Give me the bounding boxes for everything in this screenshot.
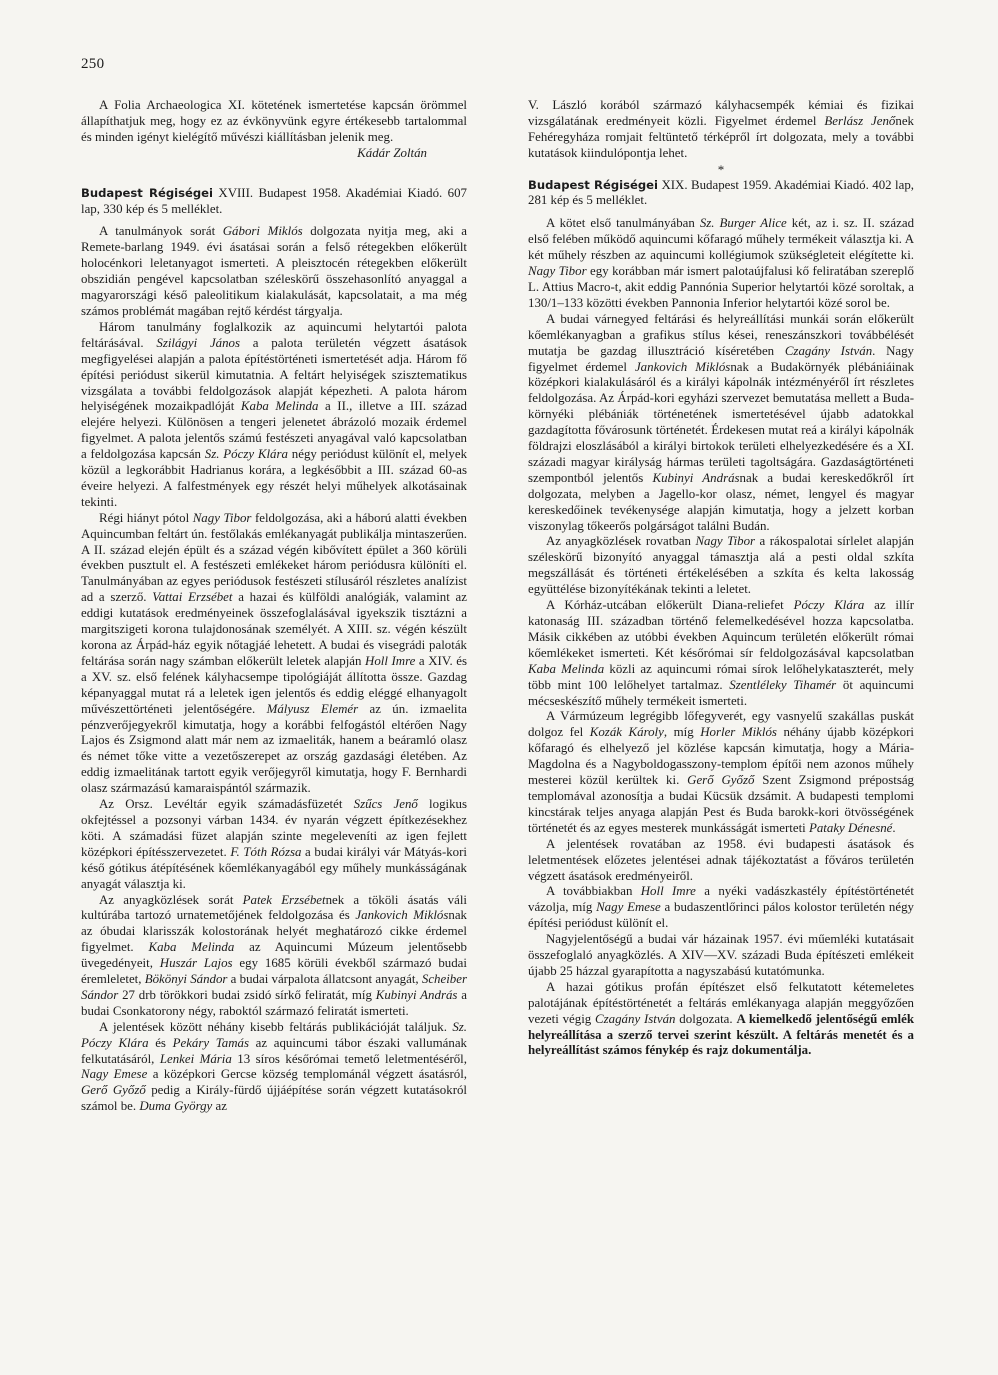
review-volume: XIX. Budapest 1959. Akadémiai Kiadó. 402 lap, 281 kép és 5 melléklet. [528, 177, 914, 208]
review-title: Budapest Régiségei [81, 185, 213, 200]
left-column [81, 98, 467, 1115]
left-paragraph-5: Az anyagközlések sorát Patek Erzsébetnek a tököli ásatás váli kultúrába tartozó urnatemetőjének feldolgozása és Jankovich Miklósnak az óbudai klarisszák kolostorának helyét meghatározó cikke érdemel figyelmet. Kaba Melinda az Aquincumi Múzeum jelentősebb üvegedényeit, Huszár Lajos egy 1685 körüli évekből származó budai éremleletet, Bökönyi Sándor a budai várpalota állatcsont anyagát, Scheiber Sándor 27 drb törökkori budai zsidó sírkő feliratát, míg Kubinyi András a budai Csonkatorony négy, raboktól származó feliratát ismerteti. [81, 892, 468, 1018]
page-number: 250 [81, 56, 105, 72]
left-paragraph-6: A jelentések között néhány kisebb feltárás publikációját találjuk. Sz. Póczy Klára és Pekáry Tamás az aquincumi tábor északi vallumának felkutatásáról, Lenkei Mária 13 síros későrómai temető leletmentéséről, Nagy Emese a középkori Gercse község templománál végzett ásatásról, Gerő Győző pedig a Király-fürdő újjáépítése során végzett kutatásokról számol be. Duma György az [81, 1019, 468, 1114]
right-paragraph-8: Nagyjelentőségű a budai vár házainak 1957. évi műemléki kutatásait összefoglaló anyagközlés. A XIV—XV. századi Buda építészeti emlékeit újabb 25 házzal gyarapította a nagyszabású kutatómunka. [528, 932, 914, 978]
section-separator-asterisk: * [717, 161, 725, 177]
review-volume: XVIII. Budapest 1958. Akadémiai Kiadó. 607 lap, 330 kép és 5 melléklet. [81, 185, 467, 216]
right-paragraph-1: A kötet első tanulmányában Sz. Burger Alice két, az i. sz. II. század első felében működő aquincumi kőfaragó műhely termékeit választja ki. A két műhely részben az aquincumi kollégiumok szükségleteit elégítette ki. Nagy Tibor egy korábban már ismert palotaújfalusi kő feliratában szereplő L. Attius Macro-t, akit eddig Pannónia Superior helytartói közé soroltak, a 130/1–133 közötti években Pannonia Inferior helytartói közé sorol be. [528, 216, 915, 310]
right-paragraph-6: A jelentések rovatában az 1958. évi budapesti ásatások és leletmentések előzetes jelentései adnak tájékoztatást a főváros területén végzett ásatások eredményeiről. [528, 836, 914, 883]
right-paragraph-0: V. László korából származó kályhacsempék kémiai és fizikai vizsgálatának eredményeit közli. Figyelmet érdemel Berlász Jenőnek Fehéregyháza romjait feltüntető térképről írt dolgozata, mely a további kutatások kiindulópontja lehet. [528, 98, 915, 160]
left-paragraph-4: Az Orsz. Levéltár egyik számadásfüzetét Szűcs Jenő logikus okfejtéssel a pozsonyi várban 1434. év nyarán végzett építkezésekhez köti. A számadási füzet alapján szinte megeleveníti az igen fejlett középkori építésszervezetet. F. Tóth Rózsa a budai királyi vár Mátyás-kori késő gótikus átépítésének kőemlékanyagából egy műhely munkásságának anyagát választja ki. [81, 797, 468, 891]
reviewer-signature: Kádár Zoltán [357, 145, 427, 160]
left-paragraph-1: A tanulmányok sorát Gábori Miklós dolgozata nyitja meg, aki a Remete-barlang 1949. évi ásatásai során a felső rétegekben előkerült holocénkori leletanyagot ismerteti. A pleisztocén rétegekben előkerült obszidián pengével kapcsolatban széleskörű összehasonlító anyaggal a magyarországi késő paleolitikum kialakulását, kapcsolatait, a ma még számos problémát magában rejtő kérdést tárgyalja. [81, 224, 467, 318]
review-heading-xviii [81, 186, 467, 218]
intro-paragraph: A Folia Archaeologica XI. kötetének ismertetése kapcsán örömmel állapíthatjuk meg, hogy ez az évkönyvünk egyre értékesebb tartalommal és minden igényt kielégítő művészi kiállításban jelenik meg. [81, 98, 467, 144]
right-paragraph-3: Az anyagközlések rovatban Nagy Tibor a rákospalotai sírlelet alapján széleskörű bizonyító anyaggal támasztja alá a pesti oldal szkíta megszállását és történeti értékelésében a szkíta és kelta lakosság együttélése bizonyítékának tekinti a leletet. [528, 534, 914, 597]
review-heading-xix [528, 178, 914, 210]
right-paragraph-9: A hazai gótikus profán építészet első felkutatott kétemeletes palotájának építéstörténetét a feltárás emlékanyaga alapján meggyőzően vezeti végig Czagány István dolgozata. A kiemelkedő jelentőségű emlék helyreállítása a szerző tervei szerint készült. A feltárás menetét és a helyreállítást számos fénykép és rajz dokumentálja. [528, 979, 915, 1058]
right-paragraph-2: A budai várnegyed feltárási és helyreállítási munkái során előkerült kőemlékanyagban a grafikus stílus kései, reneszánszkori továbbélését mutatja be gazdag illusztráció kíséretében Czagány István. Nagy figyelmet érdemel Jankovich Miklósnak a Budakörnyék plébániáinak középkori kialakulásáról és a királyi kápolnák intézményéről írt részletes feldolgozása. Az Árpád-kori egyházi szervezet bemutatása mellett a Buda-környéki plébániák történetének ismertetésével újabb adatokkal gazdagította fővárosunk történetét. Érdekesen mutat reá a királyi kápolnák földrajzi eloszlásából a királyi birtokok területi elhelyezkedésére és a XI. századi magyar királyság hármas területi tagoltságára. Gazdaságtörténeti szempontból jelentős Kubinyi Andrásnak a budai kereskedőkről írt dolgozata, melyben a Jagello-kor olasz, német, lengyel és magyar kereskedőinek tevékenysége alapján kimutatja, hogy a jelzett korban viszonylag tőkeerős polgárságot találni Budán. [528, 311, 915, 533]
right-paragraph-4: A Kórház-utcában előkerült Diana-reliefet Póczy Klára az illír katonaság III. században történő felemelkedésével hozza kapcsolatba. Másik cikkében az utóbbi években Aquincum területén előkerült római kőemlékeket ismerteti. Két későrómai sír feldolgozásával kapcsolatban Kaba Melinda közli az aquincumi római sírok lelőhelykataszterét, mely több mint 100 lelőhelyet tartalmaz. Szentléleky Tihamér öt aquincumi mécseskészítő műhely termékeit ismerteti. [528, 598, 915, 708]
right-paragraph-5: A Vármúzeum legrégibb lőfegyverét, egy vasnyelű szakállas puskát dolgoz fel Kozák Károly, míg Horler Miklós néhány újabb középkori kőfaragó és elhelyező jel közlése kapcsán kimutatja, hogy a Mária-Magdolna és a Nagyboldogasszony-templom építői nem azonos műhely mesterei közül kerültek ki. Gerő Győző Szent Zsigmond prépostság templomával azonosítja a budai Kücsük dzsámit. A budapesti templomi kincstárak teljes anyaga alapján Pest és Buda barokk-kori ötvösségének történetét és az egyes mesterek munkásságát ismerteti Pataky Dénesné. [528, 709, 915, 835]
right-column [528, 98, 914, 1059]
review-title: Budapest Régiségei [528, 177, 659, 192]
left-paragraph-2: Három tanulmány foglalkozik az aquincumi helytartói palota feltárásával. Szilágyi János a palota területén végzett ásatások megfigyelései alapján a palota építéstörténeti ismertetését adja. Három fő építési periódust sikerül kimutatnia. A feltárt helyiségek szisztematikus vizsgálata a további feldolgozások alapját képezheti. A palota három helyiségének mozaikpadlóját Kaba Melinda a II., illetve a III. század elejére helyezi. Különösen a tengeri jelenetet ábrázoló mozaik érdemel figyelmet. A palota jelentős számú festészeti anyagával való kapcsolatban a feldolgozása kapcsán Sz. Póczy Klára négy periódust különít el, melyek közül a legkorábbit Hadrianus korára, a legkésőbbit a III. század 60-as éveire helyezi. A falfestmények egy részét helyi műhelyek alkotásainak tekinti. [81, 319, 468, 509]
right-paragraph-7: A továbbiakban Holl Imre a nyéki vadászkastély építéstörténetét vázolja, míg Nagy Emese a budaszentlőrinci pálos kolostor területén négy építési periódust különít el. [528, 884, 914, 931]
left-paragraph-3: Régi hiányt pótol Nagy Tibor feldolgozása, aki a háború alatti években Aquincumban feltárt ún. festőlakás emlékanyagát publikálja mintaszerűen. A II. század elején épült és a század végén kibővített épület a 360 körüli években pusztult el. A festészeti emlékeket három periódusra különíti el. Tanulmányában az egyes periódusok festészeti stílusáról részletes analízist ad a szerző. Vattai Erzsébet a hazai és külföldi analógiák, valamint az eddigi kutatások eredményeinek összefoglalásával igyekszik tisztázni a margitszigeti korona tulajdonosának személyét. A XIII. sz. végén készült korona az Árpád-ház egyik nőtagjáé lehetett. A budai és visegrádi paloták feltárása során nagy számban előkerült leletek alapján Holl Imre a XIV. és a XV. sz. első felének kályhacsempe tipológiáját állította össze. Gazdag képanyaggal mutat rá a leletek igen jelentős és eddig eléggé elhanyagolt művészettörténeti jelentőségére. Mályusz Elemér az ún. izmaelita pénzverőjegyekről kimutatja, hogy a korábbi felfogástól eltérően Nagy Lajos és Zsigmond alatt már nem az izmaeliták, hanem a beáramló olasz és német tőke vitte a vezetőszerepet az ország gazdasági életében. Az eddig izmaelitának tartott egyik verőjegyről kimutatja, hogy F. Bernhardi olasz származású kamaraispántól származik. [81, 510, 468, 796]
